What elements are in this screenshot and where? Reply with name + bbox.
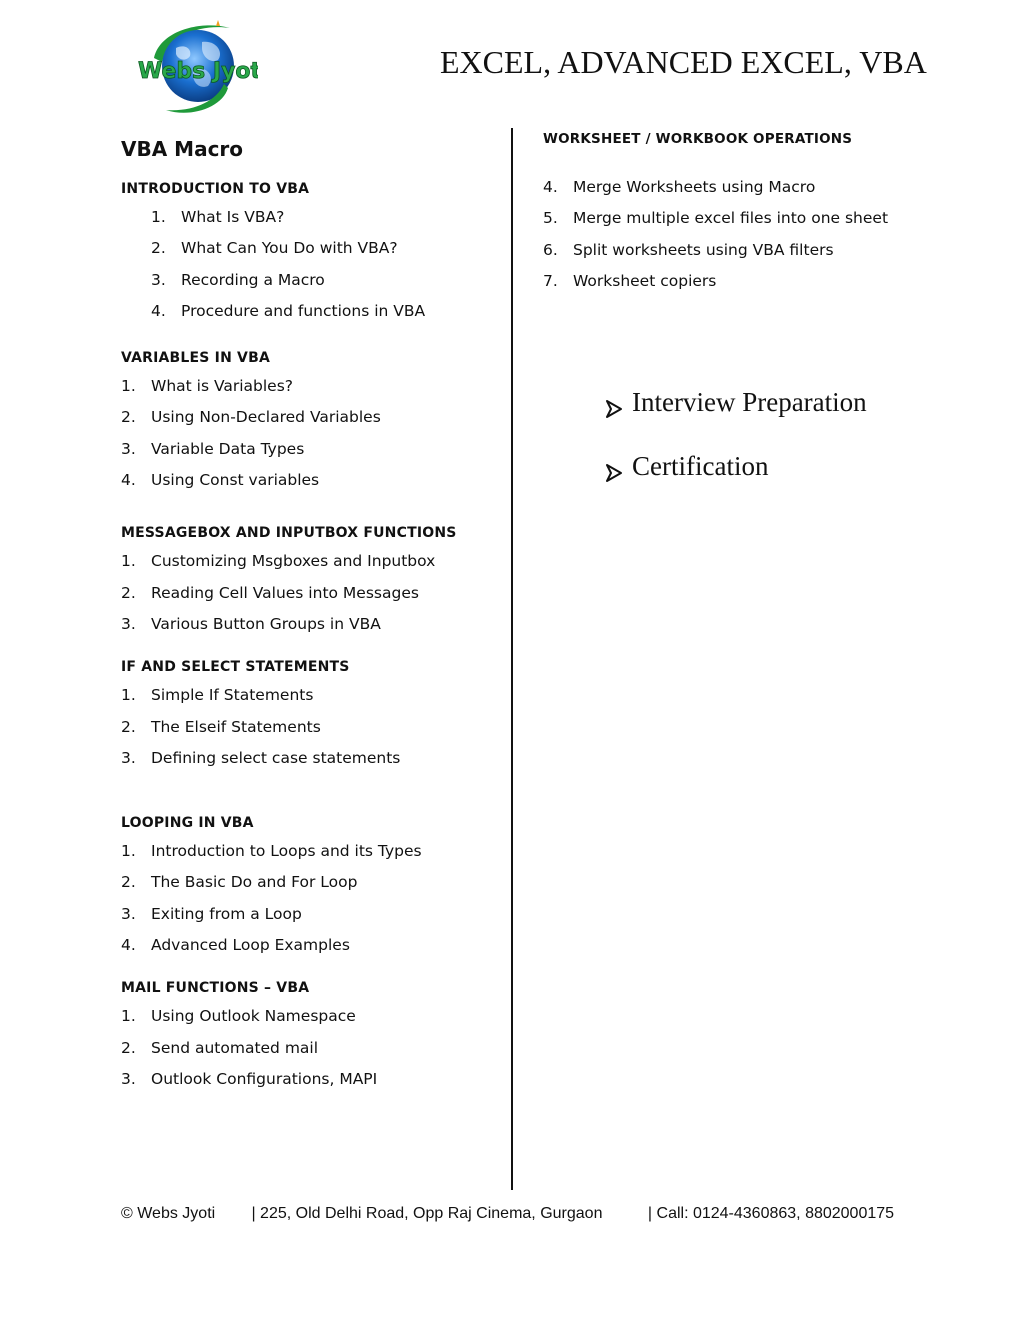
bullet-text: Certification [632,451,769,481]
list-item: 1. Simple If Statements [121,686,314,705]
intro-list [121,202,501,327]
list-item: 2. What Can You Do with VBA? [151,239,398,258]
list-item: 2. Send automated mail [121,1038,319,1057]
arrow-bullet-icon [604,456,626,492]
list-item: 2. Using Non-Declared Variables [121,408,381,427]
extras-bullet-list [604,384,867,512]
bullet-text: Interview Preparation [632,387,867,417]
list-item: 7. Worksheet copiers [543,271,717,290]
list-item: 3. Various Button Groups in VBA [121,614,381,633]
list-item: 2. Reading Cell Values into Messages [121,583,419,602]
list-item: 3. Exiting from a Loop [121,904,302,923]
section-heading-worksheet: WORKSHEET / WORKBOOK OPERATIONS [543,131,853,147]
section-heading-if-select: IF AND SELECT STATEMENTS [121,659,350,676]
list-item: 1. Introduction to Loops and its Types [121,842,422,861]
list-item: 1. Customizing Msgboxes and Inputbox [121,552,436,571]
section-heading-mail: MAIL FUNCTIONS – VBA [121,980,310,997]
list-item: 4. Procedure and functions in VBA [151,301,426,320]
list-item: 3. Variable Data Types [121,439,305,458]
right-column [543,130,943,297]
list-item: 2. The Elseif Statements [121,717,321,736]
list-item: 2. The Basic Do and For Loop [121,873,358,892]
list-item: 4. Advanced Loop Examples [121,936,350,955]
logo-text: Webs Jyoti [138,59,258,84]
column-divider [511,128,513,1190]
mail-list [121,1001,501,1095]
footer-company: © Webs Jyoti [121,1205,216,1222]
arrow-bullet-icon [604,392,626,428]
webs-jyoti-logo [132,18,258,116]
list-item: 3. Recording a Macro [151,270,325,289]
bullet-item [604,448,867,512]
variables-list [121,371,501,496]
if-select-list [121,680,501,774]
list-item: 1. Using Outlook Namespace [121,1007,356,1026]
list-item: 4. Using Const variables [121,471,320,490]
list-item: 1. What is Variables? [121,377,294,396]
list-item: 3. Outlook Configurations, MAPI [121,1069,378,1088]
document-title: EXCEL, ADVANCED EXCEL, VBA [440,44,927,80]
messagebox-list [121,546,501,640]
footer-address: | 225, Old Delhi Road, Opp Raj Cinema, Gurgaon [251,1205,603,1222]
vba-macro-heading: VBA Macro [121,137,244,161]
page-footer [121,1205,921,1223]
section-heading-looping: LOOPING IN VBA [121,815,254,832]
footer-phone: | Call: 0124-4360863, 8802000175 [647,1205,895,1222]
section-heading-messagebox: MESSAGEBOX AND INPUTBOX FUNCTIONS [121,525,457,542]
list-item: 1. What Is VBA? [151,208,285,226]
section-heading-intro: INTRODUCTION TO VBA [121,181,310,197]
section-heading-variables: VARIABLES IN VBA [121,350,270,367]
worksheet-list [543,172,943,297]
list-item: 3. Defining select case statements [121,748,401,767]
list-item: 5. Merge multiple excel files into one sheet [543,209,889,228]
bullet-item [604,384,867,448]
list-item: 4. Merge Worksheets using Macro [543,178,816,196]
looping-list [121,836,501,961]
list-item: 6. Split worksheets using VBA filters [543,240,834,259]
left-column [121,138,501,1095]
